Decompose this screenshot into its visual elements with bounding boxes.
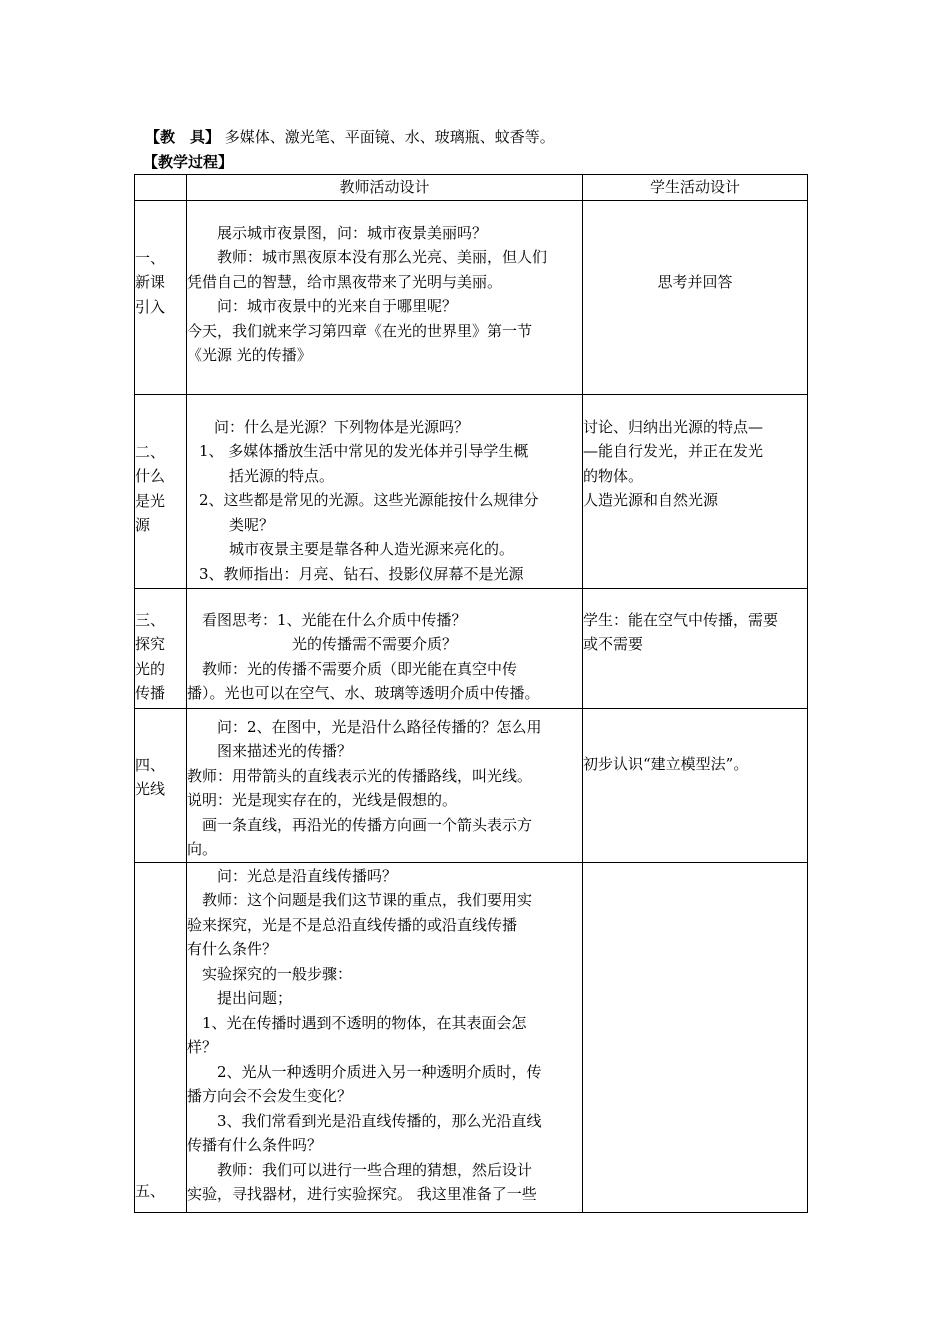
student-line: 的物体。 [583,466,644,485]
section-label: 二、 [135,442,166,461]
student-cell [583,708,808,862]
teacher-line: 实验，寻找器材，进行实验探究。 我这里准备了一些 [187,1185,537,1203]
section-label: 光的 [135,659,166,678]
header-teacher: 教师活动设计 [187,175,583,201]
header-student: 学生活动设计 [583,175,808,201]
teacher-line: 传播有什么条件吗？ [187,1136,323,1154]
student-line: 人造光源和自然光源 [583,491,719,509]
teacher-line: 播方向会不会发生变化？ [187,1087,353,1105]
teacher-line: 2、这些都是常见的光源。这些光源能按什么规律分 [199,491,539,509]
section-label: 是光 [135,491,166,510]
student-line: 讨论、归纳出光源的特点— [583,417,764,436]
tools-items: 多媒体、激光笔、平面镜、水、玻璃瓶、蚊香等。 [224,128,555,146]
section-label: 探究 [135,635,166,653]
table-row [135,708,808,862]
lesson-table [134,174,808,1213]
teacher-line: 图来描述光的传播？ [187,742,353,760]
tools-line [145,126,555,148]
table-row [135,862,808,1212]
student-cell [583,200,808,394]
teacher-line: 教师：用带箭头的直线表示光的传播路线，叫光线。 [187,766,533,785]
teacher-line: 城市夜景主要是靠各种人造光源来亮化的。 [199,540,515,558]
teacher-line: 说明：光是现实存在的，光线是假想的。 [187,791,458,809]
tools-label: 【教 具】 [145,128,221,146]
table-row [135,394,808,588]
section-cell [135,200,187,394]
process-title: 【教学过程】 [143,153,234,171]
teacher-line: 看图思考：1、光能在什么介质中传播？ [187,610,467,629]
section-cell [135,862,187,1212]
teacher-line: 样？ [187,1038,218,1056]
teacher-line: 教师：我们可以进行一些合理的猜想，然后设计 [187,1160,533,1179]
teacher-line: 3、我们常看到光是沿直线传播的，那么光沿直线 [187,1111,542,1130]
section-cell [135,708,187,862]
teacher-line: 实验探究的一般步骤： [187,964,353,983]
table-row [135,200,808,394]
teacher-line: 今天，我们就来学习第四章《在光的世界里》第一节 [187,321,533,340]
section-label: 一、 [135,248,166,267]
teacher-cell [187,394,583,588]
teacher-line: 验来探究，光是不是总沿直线传播的或沿直线传播 [187,915,518,934]
teacher-cell [187,862,583,1212]
section-label: 源 [135,516,151,534]
teacher-line: 括光源的特点。 [199,466,335,485]
student-line: 初步认识“建立模型法”。 [583,754,749,773]
student-line: —能自行发光，并正在发光 [583,442,764,460]
teacher-line: 有什么条件？ [187,940,278,958]
section-label: 三、 [135,610,166,629]
teacher-line: 2、光从一种透明介质进入另一种透明介质时，传 [187,1062,542,1081]
teacher-line: 教师：光的传播不需要介质（即光能在真空中传 [187,659,518,678]
teacher-line: 凭借自己的智慧，给市黑夜带来了光明与美丽。 [187,272,503,291]
teacher-line: 1、 多媒体播放生活中常见的发光体并引导学生概 [199,442,529,460]
teacher-line: 问：城市夜景中的光来自于哪里呢？ [187,297,458,315]
section-cell [135,588,187,708]
teacher-line: 教师：这个问题是我们这节课的重点，我们要用实 [187,891,533,909]
section-label: 什么 [135,467,166,485]
student-line: 学生：能在空气中传播，需要 [583,610,779,629]
section-label: 新课 [135,273,166,291]
student-line: 或不需要 [583,635,644,653]
section-label: 传播 [135,684,166,702]
teacher-line: 3、教师指出：月亮、钻石、投影仪屏幕不是光源 [199,564,524,583]
section-label: 光线 [135,780,166,798]
table-row [135,588,808,708]
teacher-line: 提出问题； [187,989,293,1007]
teacher-line: 1、光在传播时遇到不透明的物体，在其表面会怎 [187,1013,527,1032]
section-label: 四、 [135,755,166,774]
table-header-row [135,175,808,201]
teacher-cell [187,200,583,394]
teacher-line: 问：什么是光源？下列物体是光源吗？ [199,417,470,436]
student-cell [583,588,808,708]
student-line: 思考并回答 [657,272,733,291]
header-blank-cell [135,175,187,201]
teacher-line: 问：2、在图中，光是沿什么路径传播的？怎么用 [187,717,542,736]
section-cell [135,394,187,588]
teacher-line: 播）。光也可以在空气、水、玻璃等透明介质中传播。 [187,684,540,702]
section-label: 五、 [135,1182,166,1200]
student-cell [583,862,808,1212]
teacher-cell [187,708,583,862]
teacher-line: 类呢？ [199,515,275,534]
section-label: 引入 [135,297,166,316]
teacher-line: 展示城市夜景图，问：城市夜景美丽吗？ [187,223,488,242]
teacher-line: 向。 [187,840,218,858]
teacher-line: 《光源 光的传播》 [187,346,312,364]
teacher-cell [187,588,583,708]
teacher-line: 教师：城市黑夜原本没有那么光亮、美丽，但人们 [187,248,548,266]
teacher-line: 光的传播需不需要介质？ [187,635,458,653]
teacher-line: 问：光总是沿直线传播吗？ [187,866,398,885]
student-cell [583,394,808,588]
teacher-line: 画一条直线，再沿光的传播方向画一个箭头表示方 [187,815,533,834]
